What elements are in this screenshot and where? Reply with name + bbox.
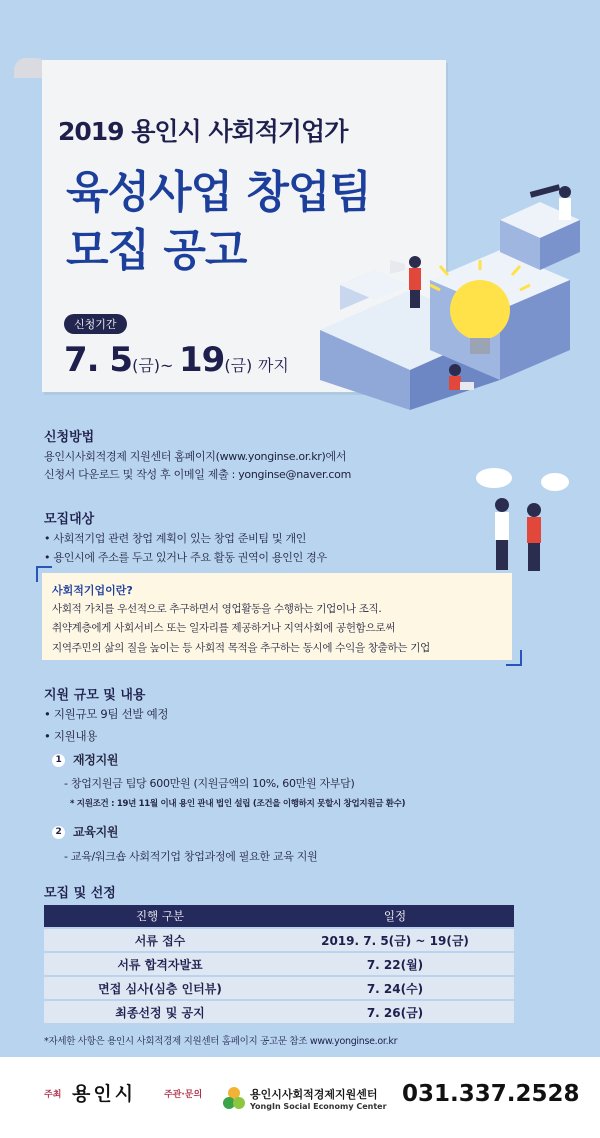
support-financial-line: - 창업지원금 팀당 600만원 (지원금액의 10%, 60만원 자부담) — [64, 777, 355, 790]
title-line-1: 2019 용인시 사회적기업가 — [58, 117, 348, 146]
support-financial-title: 재정지원 — [73, 753, 119, 767]
date-tilde: ~ — [160, 356, 174, 375]
day-end: (금) — [224, 356, 253, 375]
apply-method-line-1: 용인시사회적경제 지원센터 홈페이지(www.yonginse.or.kr)에서 — [44, 450, 347, 463]
table-row — [44, 976, 514, 1000]
organizer-label: 주관·문의 — [164, 1090, 203, 1100]
table-row — [44, 952, 514, 976]
table-row — [44, 1000, 514, 1023]
schedule-footnote: *자세한 사항은 용인시 사회적경제 지원센터 홈페이지 공고문 참조 www.yonginse.or.kr — [44, 1036, 398, 1047]
table-cell-step: 면접 심사(심층 인터뷰) — [44, 976, 276, 1000]
schedule-table — [44, 905, 514, 1023]
table-header-row — [44, 905, 514, 928]
apply-method-title: 신청방법 — [44, 430, 95, 445]
schedule-title: 모집 및 선정 — [44, 886, 116, 901]
support-education-line: - 교육/워크숍 사회적기업 창업과정에 필요한 교육 지원 — [64, 850, 318, 863]
note-line-1: 사회적 가치를 우선적으로 추구하면서 영업활동을 수행하는 기업이나 조직. — [52, 603, 382, 615]
date-start: 7. 5 — [64, 340, 133, 380]
table-cell-date: 2019. 7. 5(금) ~ 19(금) — [276, 928, 514, 952]
isometric-illustration — [300, 180, 600, 410]
number-1-icon: 1 — [52, 754, 65, 767]
support-education — [52, 823, 118, 840]
table-cell-date: 7. 26(금) — [276, 1000, 514, 1023]
title-line-2: 육성사업 창업팀 — [66, 167, 371, 218]
target-item-1: • 사회적기업 관련 창업 계획이 있는 창업 준비팀 및 개인 — [44, 532, 307, 545]
organizer-logo-icon — [222, 1085, 246, 1111]
apply-method-line-2: 신청서 다운로드 및 작성 후 이메일 제출 : yonginse@naver.com — [44, 468, 352, 481]
note-corner-decoration — [506, 650, 522, 666]
table-header-step: 진행 구분 — [44, 905, 276, 928]
support-education-title: 교육지원 — [73, 825, 119, 839]
table-row — [44, 928, 514, 952]
support-scale: • 지원규모 9팀 선발 예정 — [44, 707, 169, 721]
support-financial-note: * 지원조건 : 19년 11월 이내 용인 관내 법인 설립 (조건을 이행하지 못할시 창업지원금 환수) — [70, 799, 406, 809]
organizer-name: 용인시사회적경제지원센터 — [250, 1088, 378, 1101]
host-label: 주최 — [44, 1090, 62, 1100]
table-cell-step: 서류 합격자발표 — [44, 952, 276, 976]
contact-phone: 031.337.2528 — [402, 1081, 580, 1107]
note-corner-decoration — [36, 566, 52, 582]
people-talking-illustration — [470, 460, 580, 580]
title-line-3: 모집 공고 — [66, 225, 247, 276]
host-name: 용인시 — [72, 1083, 137, 1105]
note-title: 사회적기업이란? — [52, 584, 133, 597]
application-dates — [64, 340, 289, 380]
period-badge: 신청기간 — [64, 314, 127, 334]
date-end: 19 — [179, 340, 225, 380]
target-item-2: • 용인시에 주소를 두고 있거나 주요 활동 권역이 용인인 경우 — [44, 551, 327, 564]
support-financial — [52, 751, 118, 768]
note-line-2: 취약계층에게 사회서비스 또는 일자리를 제공하거나 지역사회에 공헌함으로써 — [52, 622, 396, 634]
support-content: • 지원내용 — [44, 729, 98, 743]
number-2-icon: 2 — [52, 826, 65, 839]
date-until: 까지 — [257, 356, 289, 375]
table-cell-step: 최종선정 및 공지 — [44, 1000, 276, 1023]
target-title: 모집대상 — [44, 512, 95, 527]
speech-bubble-icon — [541, 473, 569, 491]
note-line-3: 지역주민의 삶의 질을 높이는 등 사회적 목적을 추구하는 동시에 수익을 창출하는 기업 — [52, 642, 430, 654]
speech-bubble-icon — [476, 468, 512, 488]
table-cell-date: 7. 22(월) — [276, 952, 514, 976]
table-cell-step: 서류 접수 — [44, 928, 276, 952]
support-title: 지원 규모 및 내용 — [44, 688, 146, 703]
organizer-name-en: YongIn Social Economy Center — [250, 1102, 387, 1111]
table-cell-date: 7. 24(수) — [276, 976, 514, 1000]
table-header-date: 일정 — [276, 905, 514, 928]
day-start: (금) — [132, 356, 161, 375]
